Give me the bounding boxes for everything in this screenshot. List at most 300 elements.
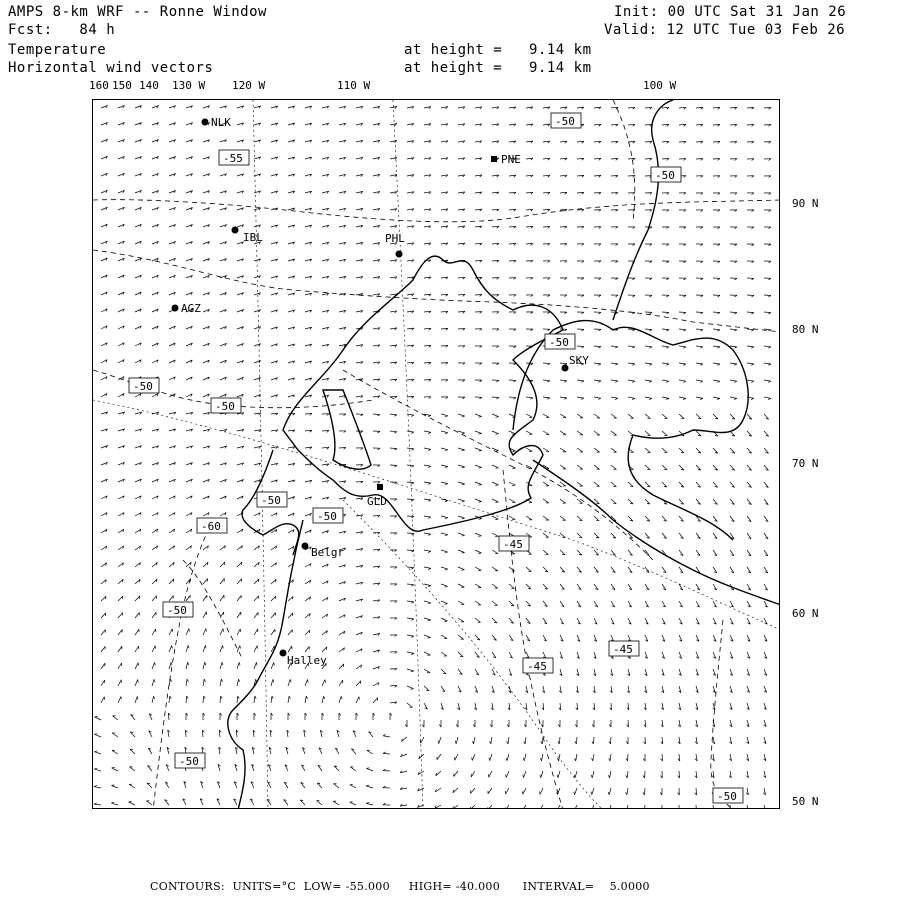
wind-vector — [356, 697, 359, 703]
wind-vector-head — [411, 466, 414, 467]
wind-vector-head — [494, 622, 497, 623]
station-label-skr: SKY — [569, 354, 589, 367]
wind-vector-head — [574, 808, 575, 809]
wind-vector-head — [147, 783, 150, 784]
wind-vector — [662, 397, 669, 398]
wind-vector-head — [478, 553, 481, 554]
wind-vector — [220, 579, 224, 585]
wind-vector-head — [540, 791, 541, 794]
wind-vector — [135, 646, 139, 652]
lat-label-50: 50 N — [792, 795, 819, 808]
wind-vector — [645, 363, 652, 364]
wind-vector — [611, 414, 617, 418]
wind-vector-head — [240, 646, 241, 649]
wind-vector-head — [455, 741, 456, 744]
wind-vector-head — [121, 697, 122, 700]
wind-vector — [543, 516, 549, 520]
wind-vector — [492, 465, 498, 468]
wind-vector — [560, 397, 567, 398]
wind-vector-head — [462, 450, 465, 451]
wind-vector — [540, 805, 544, 809]
wind-vector-head — [188, 662, 189, 665]
wind-vector — [559, 737, 560, 744]
wind-vector-head — [411, 653, 414, 654]
wind-vector — [220, 646, 223, 653]
wind-vector — [662, 363, 669, 364]
station-label-pne: PNE — [501, 153, 521, 166]
wind-vector — [424, 635, 431, 637]
coast-west-3 — [228, 680, 258, 809]
wind-vector — [560, 431, 566, 435]
wind-vector — [492, 516, 498, 519]
wind-vector-head — [187, 679, 188, 682]
wind-vector-head — [173, 579, 174, 582]
wind-vector — [611, 465, 616, 469]
wind-vector — [507, 754, 509, 761]
station-dot-gld — [377, 484, 383, 490]
wind-vector — [611, 448, 617, 452]
wind-vector — [475, 584, 481, 588]
wind-vector-head — [341, 696, 342, 699]
wind-vector — [169, 662, 171, 669]
wind-vector — [592, 788, 594, 795]
wind-vector-head — [479, 450, 482, 451]
wind-vector — [220, 629, 223, 635]
wind-vector-head — [592, 758, 593, 761]
wind-vector — [152, 663, 155, 670]
wind-vector — [305, 696, 306, 703]
wind-vector-head — [383, 735, 386, 736]
wind-vector — [492, 533, 498, 536]
svg-text:-50: -50 — [717, 790, 737, 803]
wind-vector — [509, 465, 515, 468]
wind-vector — [594, 414, 600, 418]
wind-vector-head — [751, 398, 754, 399]
valid-time: Valid: 12 UTC Tue 03 Feb 26 — [604, 22, 846, 38]
wind-vector — [407, 448, 414, 449]
wind-vector — [112, 750, 118, 754]
wind-vector-head — [472, 741, 473, 744]
wind-vector — [543, 499, 549, 503]
wind-vector — [610, 754, 611, 761]
station-dot-phl — [396, 251, 403, 258]
wind-vector — [645, 397, 652, 398]
wind-vector — [458, 550, 465, 553]
wind-vector-head — [428, 500, 431, 501]
station-label-agz: AGZ — [181, 302, 201, 315]
wind-vector — [611, 363, 618, 364]
wind-vector — [373, 698, 378, 703]
wind-vector — [696, 363, 703, 364]
wind-vector-head — [94, 768, 97, 769]
wind-vector — [594, 431, 600, 435]
wind-vector-head — [224, 562, 225, 565]
wind-vector — [129, 802, 135, 805]
wind-vector-head — [275, 596, 276, 599]
wind-vector-head — [524, 741, 525, 744]
wind-vector — [383, 753, 390, 754]
svg-text:-45: -45 — [503, 538, 523, 551]
wind-vector — [730, 346, 737, 347]
wind-vector — [492, 482, 498, 485]
wind-vector-head — [411, 432, 414, 433]
lat-label-80: 80 N — [792, 323, 819, 336]
wind-vector — [540, 788, 543, 794]
wind-vector-head — [591, 809, 592, 810]
wind-vector — [424, 601, 431, 603]
wind-vector — [509, 499, 515, 502]
wind-vector — [439, 737, 441, 744]
wind-vector — [524, 771, 527, 778]
wind-vector — [560, 414, 566, 418]
wind-vector — [203, 595, 207, 601]
wind-vector — [522, 805, 526, 809]
wind-vector-head — [411, 671, 414, 672]
wind-vector — [356, 681, 361, 686]
wind-vector-head — [325, 680, 326, 683]
wind-vector-head — [238, 696, 239, 699]
wind-vector-head — [223, 646, 224, 649]
wind-vector-head — [557, 792, 558, 795]
wind-vector — [237, 629, 240, 635]
wind-vector-head — [255, 696, 256, 699]
berkner-island — [323, 390, 371, 469]
wind-vector-head — [445, 484, 448, 485]
wind-vector — [509, 567, 515, 571]
wind-vector-head — [540, 758, 541, 761]
wind-vector-head — [523, 758, 524, 761]
wind-vector-head — [734, 347, 737, 348]
wind-vector-head — [557, 775, 558, 778]
wind-vector — [764, 363, 771, 364]
wind-vector — [101, 680, 105, 686]
wind-vector — [645, 346, 652, 347]
wind-vector — [373, 414, 380, 415]
wind-vector — [594, 380, 601, 381]
wind-vector — [458, 618, 464, 622]
wind-vector-head — [462, 433, 465, 434]
wind-vector — [220, 696, 221, 703]
contour-label-5 — [129, 378, 159, 393]
wind-vector — [713, 397, 720, 398]
wind-vector — [509, 516, 515, 520]
wind-vector — [288, 696, 289, 703]
wind-vector-head — [324, 696, 325, 699]
wind-vector-head — [366, 785, 369, 786]
wind-vector-head — [138, 680, 139, 683]
wind-vector — [237, 662, 239, 669]
wind-vector — [441, 584, 448, 586]
wind-vector — [271, 613, 276, 618]
svg-text:-50: -50 — [215, 400, 235, 413]
wind-vector — [94, 752, 101, 754]
wind-vector-head — [530, 398, 533, 399]
wind-vector — [407, 550, 414, 551]
wind-vector — [441, 550, 448, 552]
wind-vector-head — [545, 571, 548, 572]
wind-vector — [525, 737, 526, 744]
wind-vector — [441, 635, 447, 638]
wind-vector-head — [411, 689, 414, 690]
wind-vector-head — [272, 696, 273, 699]
wind-vector — [237, 679, 239, 686]
wind-vector — [560, 363, 567, 364]
wind-vector — [487, 805, 492, 809]
wind-vector-head — [490, 741, 491, 744]
wind-vector — [383, 736, 390, 737]
wind-vector — [645, 448, 650, 453]
wind-vector-head — [557, 758, 558, 761]
wind-vector-head — [751, 364, 754, 365]
wind-vector — [526, 516, 532, 520]
wind-vector — [424, 618, 431, 620]
wind-vector-head — [428, 483, 431, 484]
wind-vector — [424, 550, 431, 551]
wind-vector — [560, 465, 566, 469]
wind-vector-head — [495, 485, 498, 486]
wind-vector — [747, 363, 754, 364]
wind-vector — [594, 465, 600, 469]
station-label-halley: Halley — [287, 654, 327, 667]
wind-vector — [458, 465, 465, 467]
wind-vector — [662, 346, 669, 347]
wind-vector-head — [632, 381, 635, 382]
wind-vector-head — [205, 645, 206, 648]
wind-vector-head — [170, 679, 171, 682]
wind-vector — [492, 550, 498, 554]
wind-vector — [390, 448, 397, 449]
wind-vector — [458, 499, 465, 501]
wind-vector — [203, 662, 205, 669]
wind-vector-head — [204, 679, 205, 682]
wind-vector-head — [239, 679, 240, 682]
wind-vector-head — [205, 662, 206, 665]
wind-vector-head — [462, 553, 465, 554]
coastlines — [228, 100, 780, 809]
wind-vector-head — [445, 501, 448, 502]
wind-vector — [458, 635, 464, 639]
wind-vector — [407, 635, 414, 636]
lat-label-60: 60 N — [792, 607, 819, 620]
wind-vector — [458, 601, 464, 604]
wind-vector — [407, 618, 414, 619]
wind-vector-head — [496, 417, 499, 418]
wind-vector — [424, 686, 429, 691]
wind-vector — [627, 805, 628, 809]
wind-vector — [492, 567, 498, 571]
graticule-diag-1 — [343, 500, 603, 809]
wind-vector-head — [462, 518, 465, 519]
wind-vector-head — [170, 696, 171, 699]
wind-vector-head — [112, 785, 115, 786]
wind-vector — [113, 716, 119, 720]
lon-label-110: 110 W — [337, 79, 371, 92]
wind-vector — [424, 652, 430, 655]
svg-text:-50: -50 — [555, 115, 575, 128]
wind-vector — [490, 754, 492, 761]
wind-vector-head — [666, 364, 669, 365]
wind-vector-head — [94, 751, 97, 752]
wind-vector — [186, 595, 190, 601]
contour-label-15 — [713, 788, 743, 803]
wind-vector — [220, 612, 224, 618]
wind-vector — [288, 630, 292, 635]
wind-vector — [305, 647, 309, 653]
wind-vector — [628, 414, 634, 418]
wind-vector — [424, 567, 431, 568]
wind-vector-head — [105, 613, 106, 616]
wind-vector — [645, 465, 650, 470]
wind-vector — [645, 431, 650, 436]
wind-vector-head — [111, 802, 114, 803]
wind-vector — [611, 397, 618, 398]
wind-vector-head — [700, 364, 703, 365]
wind-vector-head — [273, 679, 274, 682]
wind-vector-head — [609, 758, 610, 761]
wind-vector-head — [575, 758, 576, 761]
wind-vector-head — [683, 347, 686, 348]
wind-vector — [95, 717, 101, 720]
wind-vector — [288, 646, 292, 652]
wind-vector — [611, 737, 612, 744]
station-label-ibl: IBL — [243, 231, 263, 244]
station-label-phl: PHL — [385, 232, 405, 245]
wind-vector-head — [171, 662, 172, 665]
wind-vector-head — [428, 586, 431, 587]
wind-vector-head — [306, 696, 307, 699]
wind-vector — [577, 414, 583, 418]
wind-vector — [730, 397, 737, 398]
wind-vector — [437, 754, 441, 760]
wind-vector-head — [462, 535, 465, 536]
wind-vector-head — [256, 662, 257, 665]
wind-vector — [560, 499, 566, 503]
wind-vector-head — [309, 630, 310, 633]
wind-vector — [152, 679, 154, 686]
wind-vector — [118, 646, 122, 652]
wind-vector-head — [626, 775, 627, 778]
wind-vector — [333, 801, 339, 805]
wind-vector-head — [596, 537, 599, 538]
wind-vector — [679, 397, 686, 398]
station-dot-agz — [172, 305, 179, 312]
wind-vector — [627, 788, 628, 795]
wind-vector — [575, 788, 577, 795]
wind-vector-head — [411, 619, 414, 620]
wind-vector-head — [681, 452, 684, 453]
contour-label-9 — [313, 508, 343, 523]
wind-vector-head — [564, 398, 567, 399]
graticule-lon-line-2 — [253, 100, 268, 809]
wind-vector — [543, 380, 550, 381]
wind-vector — [492, 601, 497, 606]
wind-vector-head — [366, 802, 369, 803]
lon-label-150: 150 — [112, 79, 132, 92]
wind-vector-head — [94, 786, 97, 787]
wind-vector-head — [717, 398, 720, 399]
wind-vector — [458, 567, 464, 570]
wind-vector-head — [122, 596, 123, 599]
wind-vector — [271, 679, 273, 686]
wind-vector — [628, 431, 634, 435]
wind-vector — [764, 380, 771, 381]
wind-vector — [424, 516, 431, 517]
wind-vector — [577, 397, 584, 398]
wind-vector-head — [734, 381, 737, 382]
wind-vector-head — [649, 364, 652, 365]
wind-vector — [407, 533, 414, 534]
wind-vector — [94, 769, 101, 771]
wind-vector — [644, 788, 645, 795]
wind-vector-head — [489, 758, 490, 761]
wind-vector — [152, 629, 156, 635]
wind-vector — [458, 482, 465, 484]
wind-vector — [441, 465, 448, 467]
wind-vector — [441, 448, 448, 450]
wind-vector-head — [608, 792, 609, 795]
wind-vector-head — [359, 697, 360, 700]
graticule-lat-line-1 — [93, 400, 780, 630]
wind-vector-head — [428, 517, 431, 518]
wind-vector — [594, 397, 601, 398]
wind-vector — [505, 805, 509, 809]
wind-vector — [542, 754, 544, 761]
wind-vector — [611, 380, 618, 381]
wind-vector — [645, 482, 650, 487]
wind-vector — [506, 771, 509, 777]
station-dot-belgr — [302, 543, 309, 550]
svg-text:-50: -50 — [167, 604, 187, 617]
wind-vector — [441, 431, 448, 433]
wind-vector — [458, 516, 465, 518]
wind-vector-head — [477, 639, 480, 640]
wind-vector — [577, 482, 583, 486]
wind-vector-head — [608, 775, 609, 778]
wind-vector-head — [598, 364, 601, 365]
wind-vector — [112, 786, 119, 789]
wind-vector — [747, 380, 754, 381]
wind-vector — [713, 363, 720, 364]
wind-vector — [475, 618, 481, 622]
wind-vector — [94, 787, 101, 788]
wind-vector-head — [428, 534, 431, 535]
wind-vector — [541, 771, 543, 778]
wind-vector — [696, 346, 703, 347]
wind-vector — [101, 663, 105, 669]
wind-vector — [130, 767, 136, 771]
wind-vector-head — [274, 663, 275, 666]
wind-vector-head — [445, 416, 448, 417]
lon-label-120: 120 W — [232, 79, 266, 92]
wind-vector — [135, 629, 139, 635]
wind-vector — [475, 482, 482, 485]
wind-vector — [611, 499, 616, 504]
wind-vector — [424, 465, 431, 466]
wind-vector — [491, 737, 492, 744]
wind-vector — [764, 805, 765, 809]
wind-vector-head — [428, 551, 431, 552]
svg-text:-45: -45 — [613, 643, 633, 656]
wind-vector-head — [129, 802, 132, 803]
wind-vector — [475, 465, 482, 467]
wind-vector-head — [717, 381, 720, 382]
wind-vector — [662, 431, 667, 436]
wind-vector — [560, 550, 565, 555]
wind-vector — [237, 646, 240, 652]
wind-vector — [508, 737, 509, 744]
wind-vector — [458, 584, 464, 587]
contour-label-1 — [551, 113, 581, 128]
